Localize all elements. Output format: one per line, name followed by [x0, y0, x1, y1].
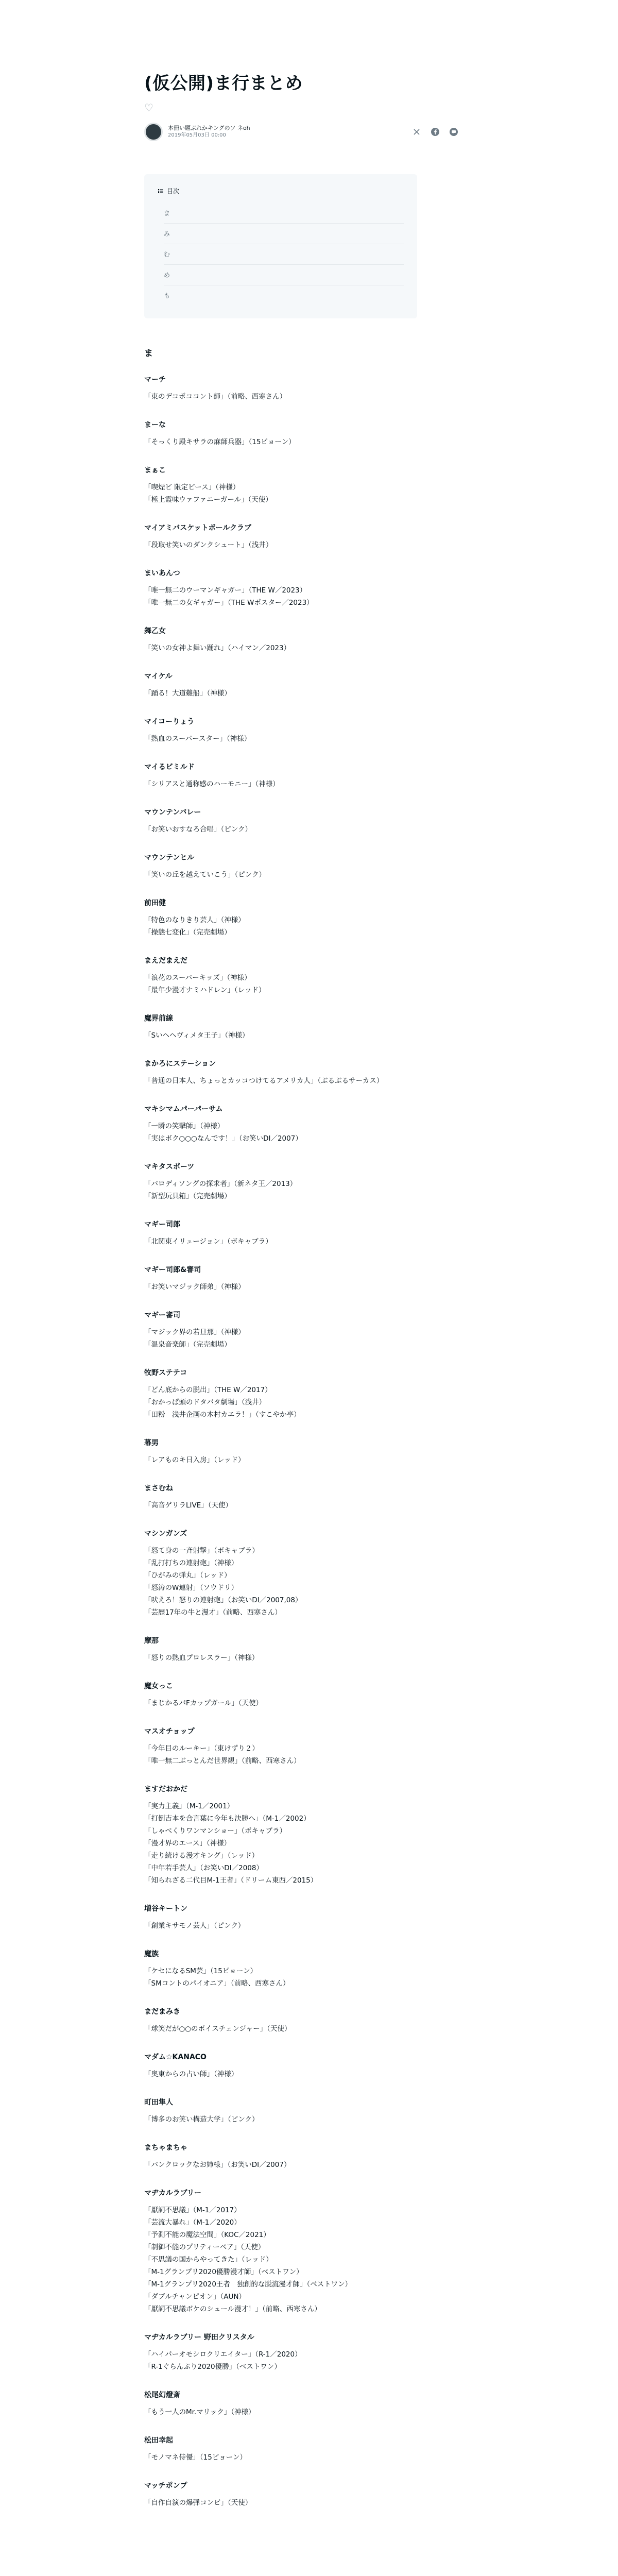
entry-name: まえだまえだ	[144, 956, 187, 965]
entry-line: 「唯一無二の女ギャガー」（THE Wポスター／2023）	[144, 598, 314, 607]
entry-name: まぁこ	[144, 466, 166, 474]
entry-block	[144, 716, 464, 745]
article	[144, 72, 464, 2526]
entry-line: 「怒涛のW連射」（ソウドリ）	[144, 1583, 238, 1592]
entry-line: 「唯一無二ぶっとんだ世界観」（前略、西寒さん）	[144, 1756, 301, 1765]
entry-line: 「パロディソングの探求者」（新ネタ王／2013）	[144, 1179, 297, 1188]
entry-line: 「お笑いマジック師弟」（神様）	[144, 1282, 245, 1291]
entry-block	[144, 2006, 464, 2035]
entry-line: 「今年目のルーキー」（東けずり２）	[144, 1744, 259, 1753]
entry-line: 「踊る！大道難船」（神様）	[144, 689, 231, 698]
entry-line: 「M-1グランプリ2020優勝漫才師」（ベストワン）	[144, 2267, 303, 2276]
entry-name: 増谷キートン	[144, 1904, 187, 1913]
entry-line: 「R-1ぐらんぷり2020優勝」（ベストワン）	[144, 2362, 281, 2371]
entry-block	[144, 1367, 464, 1421]
entry-name: マヂカルラブリー 野田クリスタル	[144, 2333, 254, 2342]
author-row	[144, 121, 464, 143]
entry-line: 「唯一無二のウーマンギャガー」（THE W／2023）	[144, 586, 307, 595]
entry-line: 「不思議の国からやってきた」（レッド）	[144, 2255, 273, 2264]
toc-list-icon	[158, 188, 164, 194]
entry-name: マキシマムパーパーサム	[144, 1105, 223, 1113]
entry-name: 舞乙女	[144, 626, 166, 635]
entry-line: 「走り続ける漫才キング」（レッド）	[144, 1851, 259, 1860]
entry-line: 「吠えろ！怒りの連射砲」（お笑いDI／2007,08）	[144, 1596, 302, 1604]
entry-name: 町田隼人	[144, 2098, 173, 2107]
entry-block	[144, 955, 464, 996]
entry-name: マイコーりょう	[144, 717, 195, 726]
entry-block	[144, 2097, 464, 2126]
entry-line: 「普通の日本人、ちょっとカッコつけてるアメリカ人」（ぶるぶるサーカス）	[144, 1076, 384, 1085]
entry-name: マシンガンズ	[144, 1529, 187, 1538]
article-title: (仮公開)ま行まとめ	[144, 73, 303, 94]
entry-list	[144, 374, 464, 2509]
entry-name: 魔界前線	[144, 1014, 173, 1023]
entry-name: マッチポンプ	[144, 2481, 187, 2490]
entry-block	[144, 374, 464, 403]
entry-line: 「怒りの熱血プロレスラー」（神様）	[144, 1653, 259, 1662]
entry-line: 「浪花のスーパーキッズ」（神様）	[144, 973, 251, 982]
entry-line: 「芸流大暴れ」（M-1／2020）	[144, 2218, 241, 2227]
toc-item[interactable]: め	[164, 265, 404, 285]
entry-block	[144, 419, 464, 448]
entry-line: 「自作自演の爆弾コンビ」（天使）	[144, 2498, 252, 2507]
entry-line: 「東のデコポココント師」（前略、西寒さん）	[144, 392, 287, 401]
entry-line: 「熱血のスーパースター」（神様）	[144, 734, 251, 743]
entry-block	[144, 2332, 464, 2373]
entry-block	[144, 1310, 464, 1351]
entry-line: 「球笑だが○○のポイスチェンジャー」（天使）	[144, 2024, 291, 2033]
section-heading: ま	[144, 348, 153, 359]
toc-item[interactable]: み	[164, 224, 404, 244]
toc-list	[158, 203, 404, 306]
entry-block	[144, 2435, 464, 2464]
twitter-icon[interactable]	[411, 126, 422, 138]
entry-block	[144, 2389, 464, 2418]
entry-block	[144, 2188, 464, 2315]
entry-block	[144, 807, 464, 836]
entry-line: 「制御不能のプリティーベア」（天使）	[144, 2243, 265, 2251]
entry-line: 「北関東イリュージョン」（ボキャブラ）	[144, 1237, 272, 1246]
entry-block	[144, 1483, 464, 1512]
toc-item[interactable]: も	[164, 292, 170, 299]
entry-block	[144, 852, 464, 881]
entry-line: 「実力主義」（M-1／2001）	[144, 1802, 234, 1810]
entry-block	[144, 1784, 464, 1887]
entry-line: 「ハイパーオモシロクリエイター」（R-1／2020）	[144, 2350, 302, 2359]
entry-line: 「ダブルチャンピオン」（AUN）	[144, 2292, 246, 2301]
entry-block	[144, 1726, 464, 1767]
entry-block	[144, 568, 464, 609]
entry-block	[144, 1058, 464, 1087]
entry-line: 「SMコントのパイオニア」（前略、西寒さん）	[144, 1979, 290, 1988]
entry-block	[144, 1013, 464, 1042]
entry-line: 「漫才界のエース」（神様）	[144, 1839, 231, 1848]
entry-block	[144, 1948, 464, 1990]
entry-name: まだまみき	[144, 2007, 180, 2016]
entry-line: 「芸歴17年の牛と漫才」（前略、西寒さん）	[144, 1608, 282, 1617]
entry-line: 「ひがみの弾丸」（レッド）	[144, 1571, 231, 1580]
avatar[interactable]	[144, 123, 163, 141]
entry-name: 松尾幻燈斎	[144, 2391, 180, 2399]
toc-title: 目次	[167, 188, 180, 195]
entry-line: 「新型玩具箱」（完売劇場）	[144, 1192, 231, 1200]
entry-name: 魔女っこ	[144, 1682, 173, 1690]
entry-line: 「実はボク○○○なんです！」（お笑いDI／2007）	[144, 1134, 302, 1143]
entry-line: 「予測不能の魔法空間」（KOC／2021）	[144, 2230, 270, 2239]
facebook-icon[interactable]	[430, 126, 441, 138]
entry-name: まちゃまちゃ	[144, 2143, 187, 2152]
entry-line: 「厭詞不思議」（M-1／2017）	[144, 2206, 241, 2214]
entry-line: 「博多のお笑い構造大学」（ピンク）	[144, 2115, 259, 2124]
entry-name: マギー審司	[144, 1311, 180, 1319]
entry-line: 「段取せ笑いのダンクシュート」（浅井）	[144, 540, 273, 549]
entry-block	[144, 1264, 464, 1293]
entry-name: マイケル	[144, 672, 173, 681]
entry-line: 「中年若手芸人」（お笑いDI／2008）	[144, 1863, 263, 1872]
entry-name: マギー司郎	[144, 1220, 180, 1229]
entry-block	[144, 1681, 464, 1709]
author-name[interactable]: 本冊い題ぶれかキングのソ ネoh	[168, 125, 250, 132]
entry-line: 「M-1グランプリ2020王者 独創的な脱流漫才師」（ベストワン）	[144, 2280, 352, 2289]
entry-block	[144, 522, 464, 551]
entry-line: 「奥東からの占い師」（神様）	[144, 2070, 238, 2078]
entry-name: まさむね	[144, 1484, 173, 1493]
entry-name: 前田健	[144, 899, 166, 907]
entry-name: 摩那	[144, 1636, 159, 1645]
entry-name: まかろにステーション	[144, 1059, 216, 1068]
entry-block	[144, 625, 464, 654]
entry-line: 「まじかるパFカップガール」（天使）	[144, 1699, 263, 1707]
entry-line: 「厭詞不思議ボケのシュール漫才！」（前略、西寒さん）	[144, 2304, 321, 2313]
share-icons	[411, 126, 459, 138]
entry-line: 「打倒吉本を合言葉に今年も決勝へ」（M-1／2002）	[144, 1814, 311, 1823]
entry-name: マイアミバスケットボールクラブ	[144, 523, 252, 532]
entry-line: 「怒て身の一斉射撃」（ボキャブラ）	[144, 1546, 259, 1555]
entry-block	[144, 1161, 464, 1202]
entry-block	[144, 897, 464, 939]
entry-line: 「ケセになるSM芸」（15ピョーン）	[144, 1967, 258, 1975]
post-date: 2019年05月03日 00:00	[168, 132, 226, 139]
entry-line: 「温泉音楽師」（完売劇場）	[144, 1340, 231, 1349]
table-of-contents	[144, 174, 417, 318]
entry-block	[144, 2052, 464, 2080]
entry-line: 「しゃべくりワンマンショー」（ボキャブラ）	[144, 1826, 287, 1835]
entry-line: 「最年少漫才ナミハドレン」（レッド）	[144, 986, 266, 994]
toc-item[interactable]: む	[164, 244, 404, 265]
entry-name: まいあんつ	[144, 569, 180, 578]
entry-line: 「特色のなりきり芸人」（神様）	[144, 916, 245, 924]
entry-line: 「Sいヘヘヴィメタ王子」（神様）	[144, 1031, 249, 1040]
author-meta	[168, 124, 250, 139]
entry-block	[144, 761, 464, 790]
entry-line: 「モノマネ侍優」（15ピョーン）	[144, 2453, 247, 2462]
entry-line: 「田粉 浅井企画の木村カエラ！」（すこやか亭）	[144, 1410, 301, 1419]
entry-block	[144, 1219, 464, 1248]
entry-line: 「そっくり殿キサラの麻師兵器」（15ピョーン）	[144, 437, 296, 446]
entry-name: マウンテンヒル	[144, 853, 195, 862]
entry-line: 「どん底からの脱出」（THE W／2017）	[144, 1385, 272, 1394]
entry-block	[144, 1528, 464, 1619]
entry-block	[144, 1903, 464, 1932]
like-row	[144, 102, 464, 113]
entry-block	[144, 1437, 464, 1466]
entry-name: ますだおかだ	[144, 1785, 187, 1793]
entry-block	[144, 1635, 464, 1664]
entry-name: 魔族	[144, 1950, 159, 1958]
entry-line: 「シリアスと通称感のハーモニー」（神様）	[144, 779, 280, 788]
entry-line: 「マジック界の若旦那」（神様）	[144, 1328, 245, 1336]
entry-block	[144, 671, 464, 700]
hatena-icon[interactable]	[448, 126, 459, 138]
entry-block	[144, 2142, 464, 2171]
entry-name: 牧野ステテコ	[144, 1368, 187, 1377]
entry-line: 「笑いの丘を越えていこう」（ピンク）	[144, 870, 266, 879]
entry-line: 「創業キサモノ芸人」（ピンク）	[144, 1921, 245, 1930]
entry-line: 「操態七変化」（完売劇場）	[144, 928, 231, 937]
entry-line: 「もう一人のMr.マリック」（神様）	[144, 2408, 255, 2416]
entry-block	[144, 2480, 464, 2509]
entry-line: 「おかっぱ頭のドタバタ劇場」（浅井）	[144, 1398, 266, 1406]
entry-line: 「パンクロックなお姉様」（お笑いDI／2007）	[144, 2160, 291, 2169]
entry-name: マヂカルラブリー	[144, 2189, 202, 2197]
entry-line: 「極上霞味ウァファニーガール」（天使）	[144, 495, 272, 504]
entry-line: 「お笑いおすなろ合唱」（ピンク）	[144, 825, 252, 834]
entry-line: 「喫煙ビ 限定ピース」（神様）	[144, 483, 240, 492]
entry-line: 「高音ゲリラLIVE」（天使）	[144, 1501, 233, 1510]
entry-name: マダム☆KANACO	[144, 2053, 207, 2061]
entry-name: マギー司郎&審司	[144, 1265, 201, 1274]
entry-line: 「知られざる二代目M-1王者」（ドリーム東西／2015）	[144, 1876, 318, 1885]
entry-name: 松田幸起	[144, 2436, 173, 2445]
toc-header[interactable]	[158, 185, 404, 197]
entry-name: マキタスポーツ	[144, 1162, 195, 1171]
entry-name: マイるビミルド	[144, 762, 195, 771]
entry-line: 「レアものキ日入房」（レッド）	[144, 1455, 245, 1464]
entry-block	[144, 465, 464, 506]
entry-name: まーな	[144, 420, 166, 429]
entry-block	[144, 1104, 464, 1145]
entry-name: マスオチョップ	[144, 1727, 195, 1736]
entry-line: 「一瞬の笑撃師」（神様）	[144, 1122, 225, 1130]
entry-name: マーチ	[144, 375, 166, 384]
entry-line: 「笑いの女神よ舞い踊れ」（ハイマン／2023）	[144, 643, 291, 652]
entry-line: 「乱打打ちの連射砲」（神様）	[144, 1558, 238, 1567]
toc-item[interactable]: ま	[164, 203, 404, 224]
heart-outline-icon[interactable]: ♡	[144, 101, 153, 114]
entry-name: マウンテンバレー	[144, 808, 201, 817]
entry-name: 幕男	[144, 1438, 159, 1447]
